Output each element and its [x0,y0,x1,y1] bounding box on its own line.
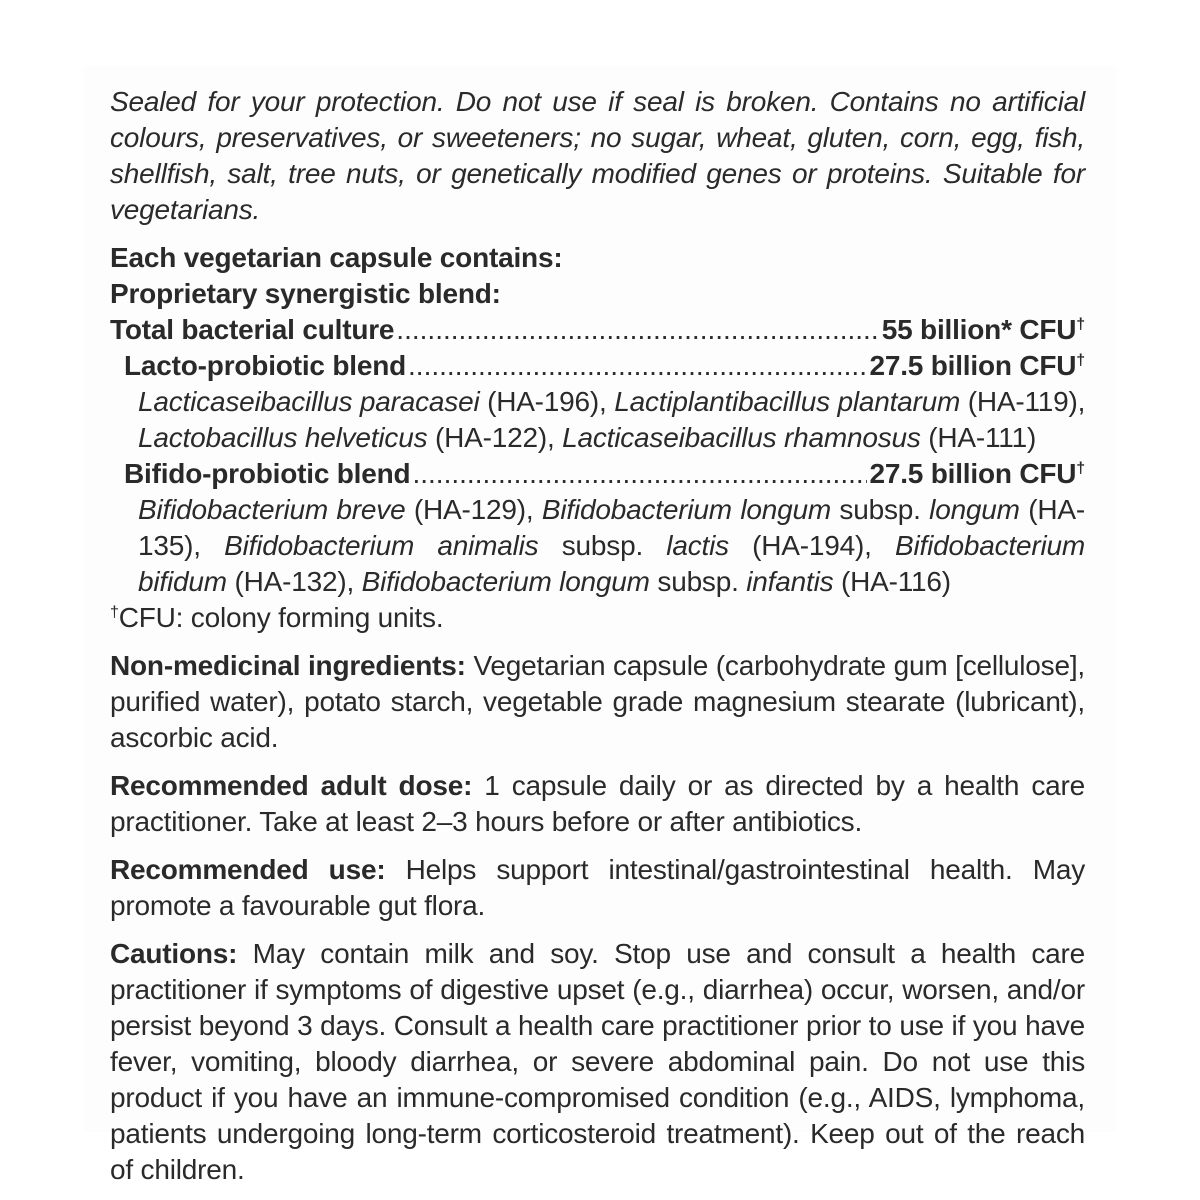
product-label-text [110,84,1085,1188]
leader-dots [408,348,867,384]
leader-dots [396,312,879,348]
leader-dots [412,456,867,492]
lacto-blend-row [110,348,1085,384]
lacto-strain-list: Lacticaseibacillus paracasei (HA-196), Lactiplantibacillus plantarum (HA-119), Lactobacillus helveticus (HA-122), Lacticaseibacillus rhamnosus (HA-111) [138,386,1086,453]
bifido-blend-row [110,456,1085,492]
intro-statement: Sealed for your protection. Do not use if seal is broken. Contains no artificial colours, preservatives, or sweeteners; no sugar, wheat, gluten, corn, egg, fish, shellfish, salt, tree nuts, or genetically modified genes or proteins. Suitable for vegetarians. [110,86,1085,225]
total-culture-amount: 55 billion* CFU† [881,314,1085,345]
non-medicinal-label: Non-medicinal ingredients: [110,650,466,681]
cfu-footnote: †CFU: colony forming units. [110,602,444,633]
bifido-blend-amount: 27.5 billion CFU† [869,458,1085,489]
lacto-blend-amount: 27.5 billion CFU† [869,350,1085,381]
blend-heading: Proprietary synergistic blend: [110,278,501,309]
recommended-dose: Recommended adult dose: 1 capsule daily or as directed by a health care practitioner. Take at least 2–3 hours before or after antibiotics. [110,770,1085,837]
total-culture-row [110,312,1085,348]
bifido-strain-list: Bifidobacterium breve (HA-129), Bifidobacterium longum subsp. longum (HA-135), Bifidobacterium animalis subsp. lactis (HA-194), Bifidobacterium bifidum (HA-132), Bifidobacterium longum subsp. infantis (HA-116) [138,494,1085,597]
total-culture-label: Total bacterial culture [110,314,395,345]
lacto-blend-label: Lacto-probiotic blend [124,350,407,381]
recommended-use: Recommended use: Helps support intestinal/gastrointestinal health. May promote a favourable gut flora. [110,854,1085,921]
dose-label: Recommended adult dose: [110,770,473,801]
composition-heading: Each vegetarian capsule contains: [110,242,563,273]
non-medicinal-ingredients: Non-medicinal ingredients: Vegetarian capsule (carbohydrate gum [cellulose], purified water), potato starch, vegetable grade magnesium stearate (lubricant), ascorbic acid. [110,650,1086,753]
cautions-label: Cautions: [110,938,238,969]
bifido-blend-label: Bifido-probiotic blend [124,458,411,489]
cautions: Cautions: May contain milk and soy. Stop use and consult a health care practitioner if symptoms of digestive upset (e.g., diarrhea) occur, worsen, and/or persist beyond 3 days. Consult a health care practitioner prior to use if you have fever, vomiting, bloody diarrhea, or severe abdominal pain. Do not use this product if you have an immune-compromised condition (e.g., AIDS, lymphoma, patients undergoing long-term corticosteroid treatment). Keep out of the reach of children. [110,938,1085,1185]
use-label: Recommended use: [110,854,386,885]
